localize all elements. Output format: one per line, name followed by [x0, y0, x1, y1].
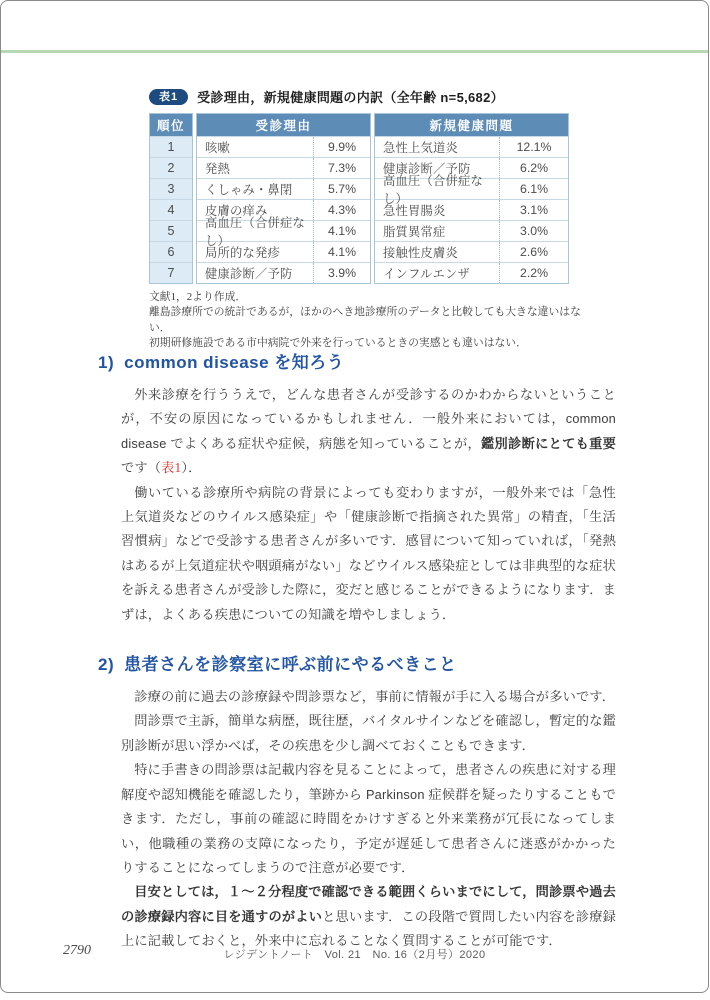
text-segment: 外来診療を行ううえで，どんな患者さんが受診するのかわからないということが，不安の原因になっているかもしれません．一般外来においては，: [121, 387, 616, 427]
note-line: 離島診療所での統計であるが，ほかのへき地診療所のデータと比較しても大きな違いはない．: [149, 306, 581, 334]
item-cell: 急性上気道炎: [383, 141, 458, 155]
pct-cell: 4.3%: [313, 200, 370, 220]
table-row: [375, 262, 568, 283]
item-cell: くしゃみ・鼻閉: [205, 183, 293, 197]
pct-cell: 7.3%: [313, 158, 370, 178]
section-heading-1: [98, 352, 620, 374]
section-number: 1): [98, 353, 115, 372]
pct-cell: 12.1%: [499, 137, 568, 157]
text-segment: です（: [121, 460, 162, 476]
rank-cell: 2: [150, 157, 192, 178]
text-segment: 診療の前に過去の診療録や問診票など，事前に情報が手に入る場合が多いです．: [134, 689, 616, 705]
stats-table: [149, 113, 571, 284]
table-row: [375, 220, 568, 241]
pct-cell: 2.6%: [499, 242, 568, 262]
pct-cell: 6.1%: [499, 179, 568, 199]
pct-cell: 3.1%: [499, 200, 568, 220]
item-cell: 急性胃腸炎: [383, 204, 446, 218]
item-cell: 接触性皮膚炎: [383, 246, 458, 260]
item-cell: 皮膚の痒み: [205, 204, 268, 218]
table-badge: 表1: [149, 89, 188, 105]
table-row: [197, 216, 370, 248]
table-row: [197, 157, 370, 178]
top-green-rule: [1, 50, 708, 53]
item-cell: 局所的な発疹: [205, 246, 280, 260]
text-segment: 目安としては，１〜２分程度で確認できる範囲くらいまでにして，問診票や過去の診療録内容に目を通すのがよい: [121, 884, 616, 924]
table-row: [375, 136, 568, 157]
section-number: 2): [98, 655, 115, 675]
item-cell: 発熱: [205, 162, 230, 176]
paragraph: [121, 685, 616, 709]
section-heading-2: [98, 654, 620, 676]
paragraph: [121, 880, 616, 953]
rank-cell: 7: [150, 262, 192, 283]
item-cell: 脂質異常症: [383, 225, 446, 239]
paragraph: [121, 481, 616, 627]
pct-cell: 3.0%: [499, 221, 568, 241]
table-row: [197, 241, 370, 262]
note-line: 初期研修施設である市中病院で外来を行っているときの実感とも違いはない．: [149, 336, 527, 349]
text-segment: 鑑別診断にとても重要: [481, 435, 616, 451]
text-segment: 表1: [161, 460, 182, 476]
rank-cell: 1: [150, 136, 192, 157]
text-segment: でよくある症状や症候，病態を知っていることが，: [170, 435, 482, 451]
rank-cell: 5: [150, 220, 192, 241]
rank-cell: 6: [150, 241, 192, 262]
text-segment: 症候群を疑ったりすることもできます．ただし，事前の確認に時間をかけすぎると外来業務が冗長になってしまい，他職種の業務の支障になったり，予定が遅延して患者さんに迷惑がかかったりすることになってしまうので注意が必要です．: [121, 786, 616, 875]
rank-cell: 3: [150, 178, 192, 199]
pct-cell: 6.2%: [499, 158, 568, 178]
reason-header: 受診理由: [197, 114, 370, 136]
text-segment: ）．: [181, 460, 202, 476]
pct-cell: 3.9%: [313, 263, 370, 283]
footer-journal-line: レジデントノート Vol. 21 No. 16（2月号）2020: [223, 949, 486, 961]
table-row: [375, 199, 568, 220]
pct-cell: 2.2%: [499, 263, 568, 283]
table-notes: [149, 290, 595, 351]
text-segment: 特に手書きの問診票は記載内容を見ることによって，患者さんの疾患に対する理解度や認知機能を確認したり，筆跡から: [121, 762, 616, 802]
pct-cell: 4.1%: [313, 221, 370, 241]
text-segment: と思います．この段階で質問したい内容を診療録上に記載しておくと，外来中に忘れることなく質問することが可能です．: [121, 908, 617, 949]
table-row: [197, 136, 370, 157]
section-title: 患者さんを診察室に呼ぶ前にやるべきこと: [124, 655, 457, 675]
section-title: common disease を知ろう: [124, 353, 345, 372]
item-cell: 咳嗽: [205, 141, 230, 155]
reason-section: [196, 113, 371, 284]
rank-cell: 4: [150, 199, 192, 220]
table-title: 受診理由，新規健康問題の内訳（全年齢 n=5,682）: [197, 90, 504, 105]
table-caption: [149, 87, 571, 106]
paragraph: [121, 383, 616, 481]
paragraph: [121, 758, 616, 880]
problem-section: [374, 113, 569, 284]
text-segment: 働いている診療所や病院の背景によっても変わりますが，一般外来では「急性上気道炎などのウイルス感染症」や「健康診断で指摘された異常」の精査，「生活習慣病」などで受診する患者さんが多いです．感冒について知っていれば，「発熱はあるが上気道症状や咽頭痛がない」などウイルス感染症としては非典型的な症状を訴える患者さんが受診した際に，変だと感じることができるようになります．まずは，よくある疾患についての知識を増やしましょう．: [121, 484, 616, 622]
table-block: [149, 87, 581, 351]
table-row: [375, 241, 568, 262]
text-segment: common disease: [121, 411, 616, 451]
paragraph: [121, 709, 616, 758]
pct-cell: 5.7%: [313, 179, 370, 199]
pct-cell: 9.9%: [313, 137, 370, 157]
article-body: [98, 352, 620, 954]
item-cell: 健康診断／予防: [383, 162, 471, 176]
item-cell: 健康診断／予防: [205, 267, 293, 281]
table-row: [197, 178, 370, 199]
rank-column: [149, 113, 193, 284]
text-segment: 問診票で主訴，簡単な病歴，既往歴，バイタルサインなどを確認し，暫定的な鑑別診断が思い浮かべば，その疾患を少し調べておくこともできます．: [121, 713, 616, 753]
footer-page-number: 2790: [63, 943, 91, 958]
pct-cell: 4.1%: [313, 242, 370, 262]
table-row: [375, 174, 568, 206]
note-line: 文献1，2より作成．: [149, 291, 247, 303]
item-cell: 高血圧（合併症なし）: [383, 174, 483, 206]
item-cell: インフルエンザ: [383, 267, 470, 281]
item-cell: 高血圧（合併症なし）: [205, 216, 305, 248]
problem-header: 新規健康問題: [375, 114, 568, 136]
table-row: [197, 262, 370, 283]
text-segment: Parkinson: [362, 786, 429, 802]
rank-header: 順位: [150, 114, 192, 136]
